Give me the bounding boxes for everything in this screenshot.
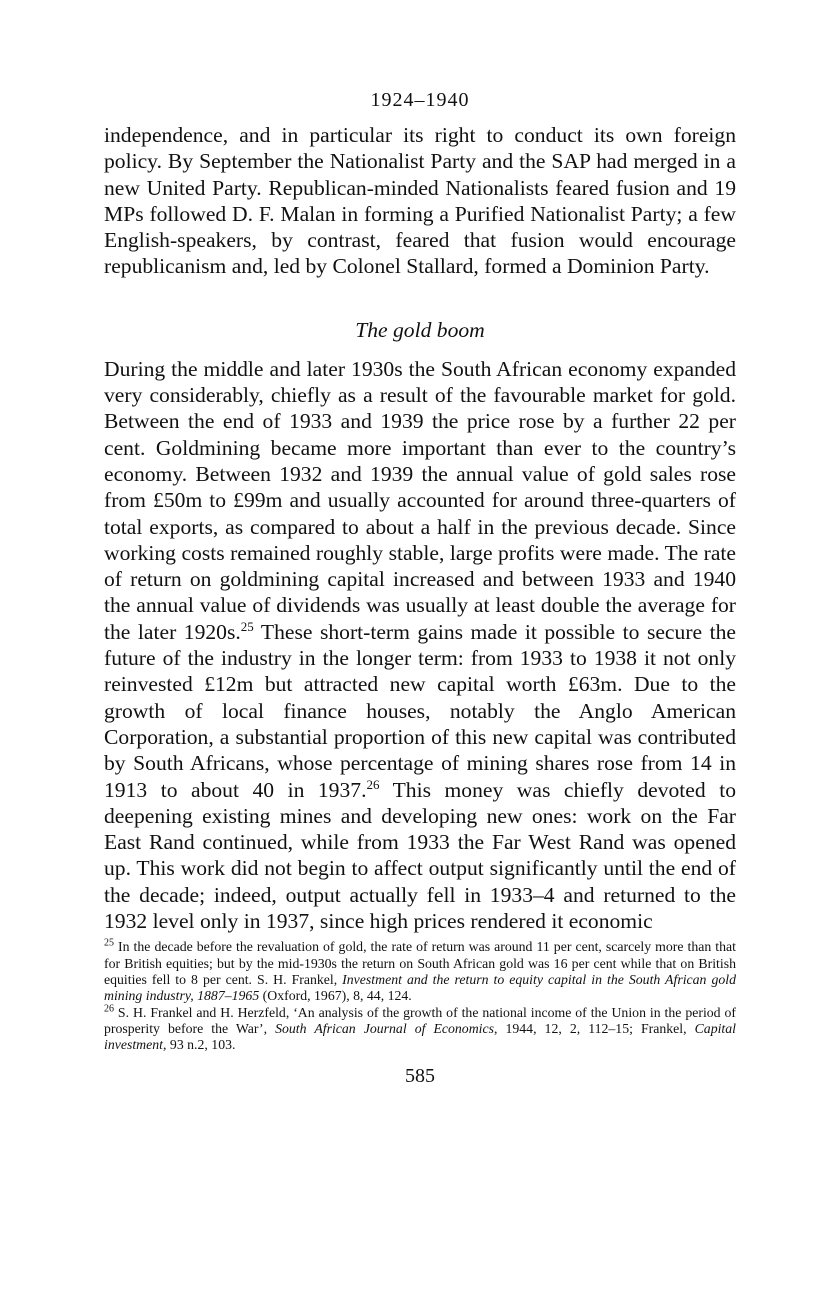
footnote-mid: , 1944, 12, 2, 112–15; Frankel, [494, 1020, 695, 1036]
section-heading: The gold boom [355, 317, 485, 342]
footnote-26 [104, 1002, 736, 1054]
footnote-ref-25[interactable]: 25 [240, 618, 254, 634]
footnote-number: 26 [104, 1002, 114, 1014]
page-number: 585 [405, 1065, 435, 1088]
footnote-number: 25 [104, 937, 114, 949]
paragraph-2-part-c: This money was chiefly devoted to deepening existing mines and developing new ones: work on the Far East Rand continued, while from 1933 the Far West Rand was opened up. This work did not begin to affect output significantly until the end of the decade; indeed, output actually fell in 1933–4 and returned to the 1932 level only in 1937, since high prices rendered it economic [104, 777, 736, 934]
running-head: 1924–1940 [370, 89, 470, 111]
book-page [104, 88, 736, 1088]
footnote-tail: , 93 n.2, 103. [163, 1037, 236, 1053]
paragraph-2-part-a: During the middle and later 1930s the South African economy expanded very considerably, chiefly as a result of the favourable market for gold. Between the end of 1933 and 1939 the price rose by a further 22 per cent. Goldmining became more important than ever to the country’s economy. Between 1932 and 1939 the annual value of gold sales rose from £50m to £99m and usually accounted for around three-quarters of total exports, as compared to about a half in the previous decade. Since working costs remained roughly stable, large profits were made. The rate of return on goldmining capital increased and between 1933 and 1940 the annual value of dividends was usually at least double the average for the later 1920s. [104, 356, 736, 644]
footnote-tail: (Oxford, 1967), 8, 44, 124. [259, 988, 412, 1004]
paragraph-2 [104, 356, 736, 935]
paragraph-1: independence, and in particular its right to conduct its own foreign policy. By September the Nationalist Party and the SAP had merged in a new United Party. Republican-minded Nationalists feared fusion and 19 MPs followed D. F. Malan in forming a Purified Nationalist Party; a few English-speakers, by contrast, feared that fusion would encourage republicanism and, led by Colonel Stallard, formed a Dominion Party. [104, 123, 736, 279]
footnote-text: S. H. Frankel and H. Herzfeld, ‘An analysis of the growth of the national income of the Union in the period of prosperity before the War’, [104, 1004, 736, 1036]
footnotes [104, 939, 736, 1053]
footnote-title: Investment and the return to equity capital in the South African gold mining industry, 1887–1965 [104, 971, 736, 1004]
footnote-text: In the decade before the revaluation of gold, the rate of return was around 11 per cent, scarcely more than that for British equities; but by the mid-1930s the return on South African gold was 16 per cent while that on British equities fell to 8 per cent. S. H. Frankel, [104, 939, 736, 987]
footnote-ref-26[interactable]: 26 [366, 776, 380, 792]
footnote-25 [104, 939, 736, 1004]
footnote-short-title: Capital investment [104, 1020, 736, 1053]
paragraph-2-part-b: These short-term gains made it possible to secure the future of the industry in the longer term: from 1933 to 1938 it not only reinvested £12m but attracted new capital worth £63m. Due to the growth of local finance houses, notably the Anglo American Corporation, a substantial proportion of this new capital was contributed by South Africans, whose percentage of mining shares rose from 14 in 1913 to about 40 in 1937. [104, 619, 736, 802]
footnote-journal: South African Journal of Economics [275, 1020, 494, 1036]
